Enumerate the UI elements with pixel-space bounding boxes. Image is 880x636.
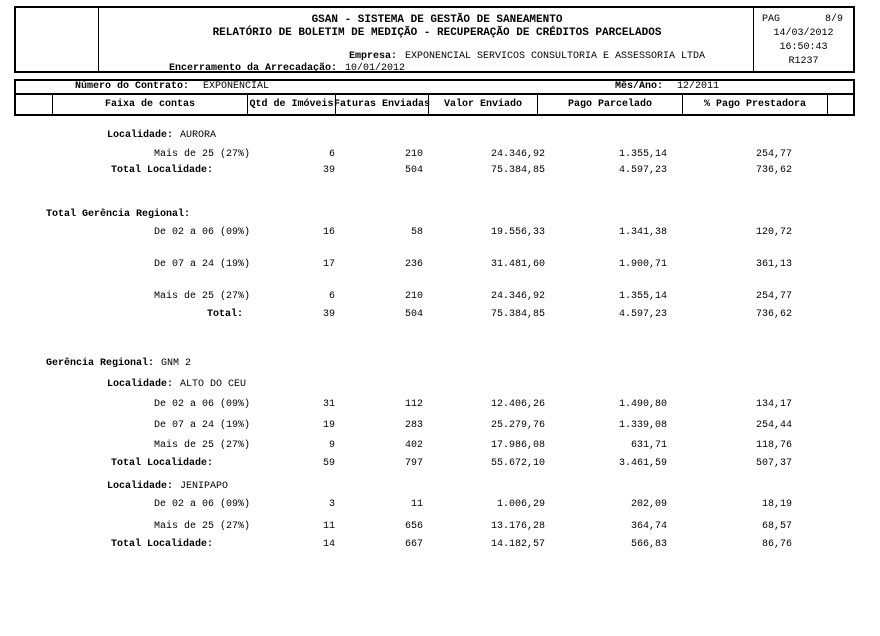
cell-faixa: De 07 a 24 (19%) bbox=[153, 259, 250, 270]
cell-faturas: 656 bbox=[404, 521, 423, 532]
cell-pago: 364,74 bbox=[630, 521, 667, 532]
contract-number-value: EXPONENCIAL bbox=[203, 81, 270, 92]
month-year-label: Mês/Ano: bbox=[615, 81, 664, 92]
cell-qtd: 59 bbox=[322, 458, 335, 469]
localidade-name: JENIPAPO bbox=[180, 481, 229, 492]
localidade-label bbox=[107, 130, 216, 142]
col-empty-left bbox=[16, 95, 52, 114]
cell-qtd: 14 bbox=[322, 539, 335, 550]
contract-band bbox=[14, 79, 855, 93]
logo-placeholder bbox=[16, 8, 99, 71]
localidade-caption: Localidade: bbox=[107, 379, 174, 390]
cell-valor: 13.176,28 bbox=[490, 521, 545, 532]
cell-pago: 1.339,08 bbox=[618, 420, 667, 431]
col-pago-parcelado: Pago Parcelado bbox=[537, 95, 682, 114]
table-row bbox=[0, 440, 792, 452]
cell-pct: 254,77 bbox=[755, 291, 792, 302]
total-row bbox=[0, 309, 792, 321]
col-valor-enviado: Valor Enviado bbox=[428, 95, 537, 114]
encerramento-label: Encerramento da Arrecadação: bbox=[168, 63, 337, 74]
cell-qtd: 31 bbox=[322, 399, 335, 410]
cell-qtd: 6 bbox=[328, 291, 335, 302]
cell-valor: 19.556,33 bbox=[490, 227, 545, 238]
cell-valor: 1.006,29 bbox=[496, 499, 545, 510]
section-caption: Total Gerência Regional: bbox=[46, 209, 191, 220]
table-row bbox=[0, 227, 792, 239]
cell-faturas: 504 bbox=[404, 309, 423, 320]
section-value: GNM 2 bbox=[161, 358, 192, 369]
table-row bbox=[0, 420, 792, 432]
report-title: RELATÓRIO DE BOLETIM DE MEDIÇÃO - RECUPERAÇÃO DE CRÉDITOS PARCELADOS bbox=[212, 27, 662, 39]
contract-number-label: Número do Contrato: bbox=[75, 81, 190, 92]
col-faixa-de-contas: Faixa de contas bbox=[52, 95, 247, 114]
section-caption: Gerência Regional: bbox=[46, 358, 155, 369]
localidade-name: AURORA bbox=[180, 130, 217, 141]
cell-faixa: Total: bbox=[206, 309, 243, 320]
empresa-line bbox=[99, 51, 705, 62]
col-pct-pago-prestadora: % Pago Prestadora bbox=[682, 95, 827, 114]
cell-faixa: Mais de 25 (27%) bbox=[153, 440, 250, 451]
cell-pct: 361,13 bbox=[755, 259, 792, 270]
total-localidade-row bbox=[0, 458, 792, 470]
cell-faixa: De 02 a 06 (09%) bbox=[153, 399, 250, 410]
month-year bbox=[615, 81, 719, 92]
cell-pct: 18,19 bbox=[761, 499, 792, 510]
localidade-label bbox=[107, 481, 228, 493]
cell-valor: 17.986,08 bbox=[490, 440, 545, 451]
cell-faturas: 210 bbox=[404, 291, 423, 302]
localidade-caption: Localidade: bbox=[107, 130, 174, 141]
month-year-value: 12/2011 bbox=[677, 81, 720, 92]
cell-pago: 1.355,14 bbox=[618, 291, 667, 302]
localidade-name: ALTO DO CEU bbox=[180, 379, 247, 390]
cell-pago: 3.461,59 bbox=[618, 458, 667, 469]
col-empty-right bbox=[827, 95, 853, 114]
cell-faixa: De 02 a 06 (09%) bbox=[153, 227, 250, 238]
cell-pct: 134,17 bbox=[755, 399, 792, 410]
localidade-label bbox=[107, 379, 246, 391]
cell-pct: 120,72 bbox=[755, 227, 792, 238]
cell-pct: 507,37 bbox=[755, 458, 792, 469]
report-code: R1237 bbox=[788, 56, 819, 67]
localidade-caption: Localidade: bbox=[107, 481, 174, 492]
cell-qtd: 6 bbox=[328, 149, 335, 160]
cell-pct: 736,62 bbox=[755, 309, 792, 320]
pag-label: PAG bbox=[762, 14, 781, 25]
cell-pago: 1.355,14 bbox=[618, 149, 667, 160]
encerramento-line bbox=[99, 63, 405, 74]
system-title: GSAN - SISTEMA DE GESTÃO DE SANEAMENTO bbox=[311, 14, 563, 26]
cell-pct: 118,76 bbox=[755, 440, 792, 451]
cell-pct: 68,57 bbox=[761, 521, 792, 532]
cell-valor: 75.384,85 bbox=[490, 309, 545, 320]
cell-qtd: 9 bbox=[328, 440, 335, 451]
empresa-label: Empresa: bbox=[348, 51, 397, 62]
cell-faturas: 402 bbox=[404, 440, 423, 451]
contract-number bbox=[75, 81, 269, 92]
report-time: 16:50:43 bbox=[779, 42, 828, 53]
cell-faixa: Mais de 25 (27%) bbox=[153, 149, 250, 160]
cell-valor: 75.384,85 bbox=[490, 165, 545, 176]
page-info-box bbox=[753, 8, 853, 71]
cell-qtd: 39 bbox=[322, 309, 335, 320]
cell-qtd: 17 bbox=[322, 259, 335, 270]
cell-faturas: 210 bbox=[404, 149, 423, 160]
cell-pct: 254,44 bbox=[755, 420, 792, 431]
cell-qtd: 39 bbox=[322, 165, 335, 176]
cell-pago: 202,09 bbox=[630, 499, 667, 510]
total-gerencia-label bbox=[46, 209, 197, 221]
cell-faixa: Total Localidade: bbox=[110, 539, 213, 550]
cell-pago: 4.597,23 bbox=[618, 309, 667, 320]
cell-valor: 12.406,26 bbox=[490, 399, 545, 410]
cell-faixa: De 02 a 06 (09%) bbox=[153, 499, 250, 510]
cell-pago: 4.597,23 bbox=[618, 165, 667, 176]
cell-pago: 1.341,38 bbox=[618, 227, 667, 238]
col-faturas-enviadas: Faturas Enviadas bbox=[335, 95, 428, 114]
cell-valor: 55.672,10 bbox=[490, 458, 545, 469]
cell-pago: 1.490,80 bbox=[618, 399, 667, 410]
cell-faixa: De 07 a 24 (19%) bbox=[153, 420, 250, 431]
cell-faixa: Total Localidade: bbox=[110, 165, 213, 176]
table-row bbox=[0, 291, 792, 303]
cell-qtd: 19 bbox=[322, 420, 335, 431]
col-qtd-imoveis: Qtd de Imóveis bbox=[247, 95, 335, 114]
cell-faturas: 504 bbox=[404, 165, 423, 176]
cell-pct: 736,62 bbox=[755, 165, 792, 176]
cell-faturas: 797 bbox=[404, 458, 423, 469]
table-header bbox=[14, 93, 855, 116]
total-localidade-row bbox=[0, 165, 792, 177]
cell-faixa: Mais de 25 (27%) bbox=[153, 291, 250, 302]
total-localidade-row bbox=[0, 539, 792, 551]
cell-faturas: 667 bbox=[404, 539, 423, 550]
cell-faixa: Total Localidade: bbox=[110, 458, 213, 469]
cell-faturas: 236 bbox=[404, 259, 423, 270]
page-number-line bbox=[754, 13, 853, 27]
encerramento-value: 10/01/2012 bbox=[345, 63, 406, 74]
cell-qtd: 11 bbox=[322, 521, 335, 532]
empresa-value: EXPONENCIAL SERVICOS CONSULTORIA E ASSESSORIA LTDA bbox=[405, 51, 706, 62]
table-row bbox=[0, 499, 792, 511]
cell-valor: 31.481,60 bbox=[490, 259, 545, 270]
table-row bbox=[0, 259, 792, 271]
table-row bbox=[0, 521, 792, 533]
cell-pct: 86,76 bbox=[761, 539, 792, 550]
cell-faturas: 283 bbox=[404, 420, 423, 431]
gerencia-regional-label bbox=[46, 358, 191, 370]
cell-qtd: 16 bbox=[322, 227, 335, 238]
cell-valor: 25.279,76 bbox=[490, 420, 545, 431]
table-row bbox=[0, 399, 792, 411]
cell-qtd: 3 bbox=[328, 499, 335, 510]
cell-faturas: 112 bbox=[404, 399, 423, 410]
report-header bbox=[14, 6, 855, 73]
title-block bbox=[99, 8, 755, 74]
cell-faixa: Mais de 25 (27%) bbox=[153, 521, 250, 532]
table-row bbox=[0, 149, 792, 161]
pag-value: 8/9 bbox=[824, 14, 843, 25]
cell-pago: 566,83 bbox=[630, 539, 667, 550]
cell-pago: 1.900,71 bbox=[618, 259, 667, 270]
cell-pct: 254,77 bbox=[755, 149, 792, 160]
cell-valor: 24.346,92 bbox=[490, 291, 545, 302]
cell-valor: 24.346,92 bbox=[490, 149, 545, 160]
cell-pago: 631,71 bbox=[630, 440, 667, 451]
report-date: 14/03/2012 bbox=[773, 28, 834, 39]
cell-faturas: 58 bbox=[410, 227, 423, 238]
cell-faturas: 11 bbox=[410, 499, 423, 510]
cell-valor: 14.182,57 bbox=[490, 539, 545, 550]
